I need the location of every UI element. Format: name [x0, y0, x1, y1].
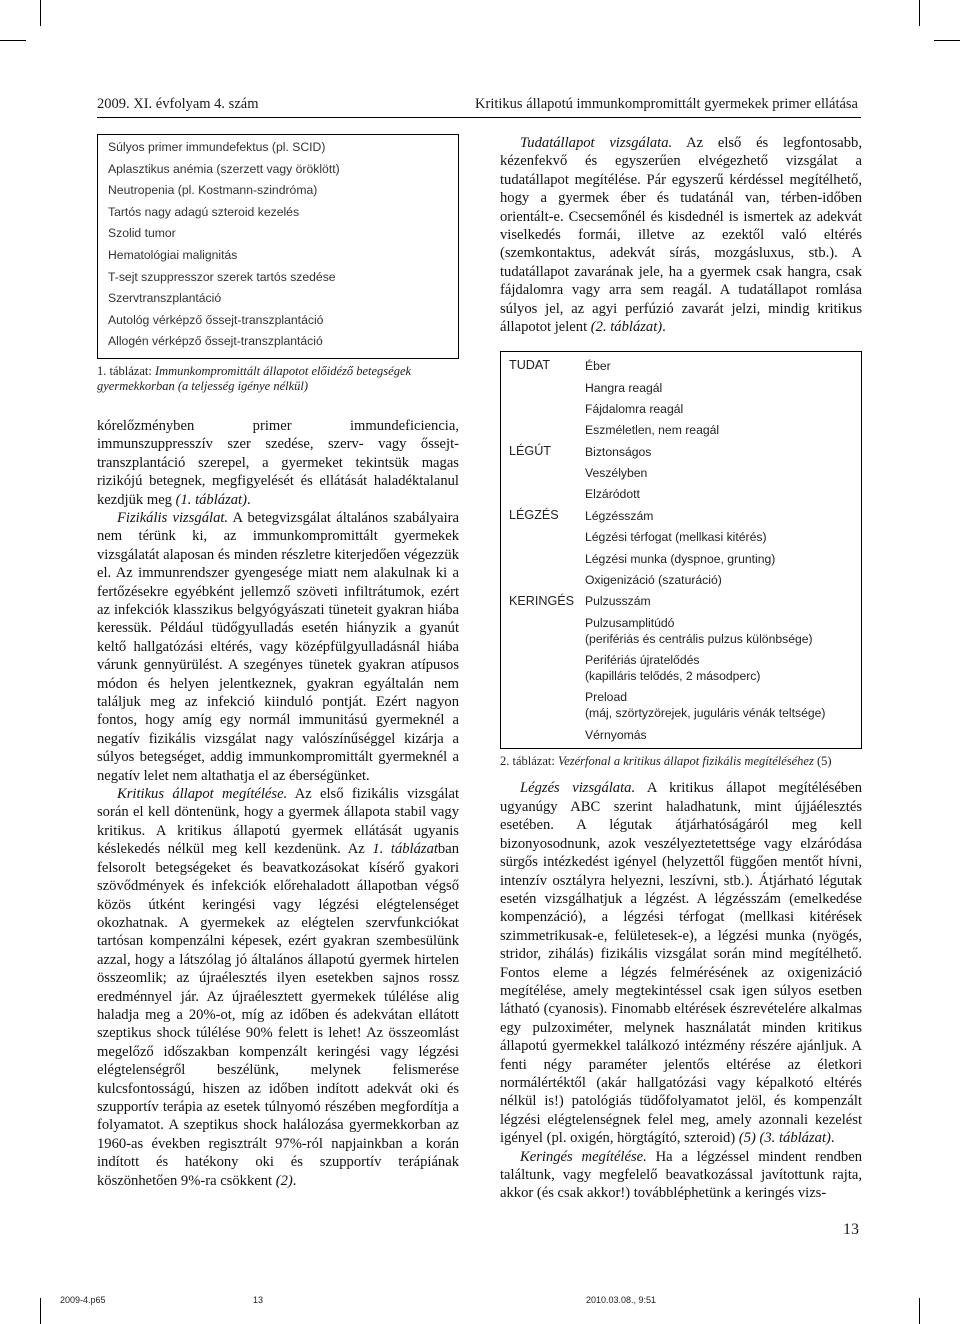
paragraph — [97, 417, 459, 509]
table-1-row: T-sejt szuppresszor szerek tartós szedése — [108, 269, 336, 284]
table-2-item: Fájdalomra reagál — [585, 401, 684, 416]
section-heading: Fizikális vizsgálat. — [117, 509, 229, 526]
running-header-left: 2009. XI. évfolyam 4. szám — [97, 96, 259, 112]
paragraph — [97, 785, 459, 1190]
table-ref: 1. táblázat — [372, 841, 438, 858]
table-2-item: Légzési munka (dyspnoe, grunting) — [585, 551, 776, 566]
table-2-items — [585, 591, 861, 746]
caption-text: Immunkompromittált állapotot előidéző betegségek gyermekkorban (a teljesség igénye nélkül) — [97, 363, 412, 393]
table-1-caption — [97, 364, 459, 394]
crop-mark-top-left-h — [0, 40, 26, 41]
table-2-items — [585, 505, 861, 591]
table-2-category: LÉGÚT — [509, 443, 551, 458]
table-2-group — [501, 591, 861, 746]
table-1-row: Hematológiai malignitás — [108, 247, 238, 262]
table-2-item: Hangra reagál — [585, 380, 663, 395]
paragraph — [97, 509, 459, 785]
table-2-item: Preload (máj, szörtyzörejek, juguláris vénák teltsége) — [585, 690, 826, 721]
table-2-item: Biztonságos — [585, 444, 652, 459]
caption-text: Vezérfonal a kritikus állapot fizikális megítéléséhez — [557, 754, 814, 769]
table-2-item: Vérnyomás — [585, 727, 647, 742]
table-ref: (1. táblázat) — [175, 491, 247, 508]
table-2-category: TUDAT — [509, 358, 551, 373]
footer-page: 13 — [253, 1295, 264, 1305]
table-2-category: LÉGZÉS — [509, 508, 559, 523]
table-2-caption — [500, 754, 862, 769]
text: kórelőzményben primer immundeficiencia, immunszuppresszív szer szedése, szerv- vagy őssejt-transzplantáció szerepel, a gyermeket tekintsük magas rizikójú betegnek, megfigyelését és ellátását haladéktalanul kezdjük meg — [97, 417, 459, 508]
crop-mark-top-right-h — [934, 40, 960, 41]
section-heading: Légzés vizsgálata. — [520, 780, 636, 797]
table-2-items — [585, 355, 861, 441]
section-heading: Keringés megítélése. — [520, 1148, 647, 1165]
right-body-text-bottom — [500, 779, 862, 1202]
text: Az első fizikális vizsgálat során el kell döntenünk, hogy a gyermek állapota stabil vagy kritikus. A kritikus állapotú gyermek ellátását ugyanis késlekedés nélkül meg kell kezdenünk. Az — [97, 786, 459, 858]
text: A betegvizsgálat általános szabályaira nem térünk ki, az immunkompromittált gyermekek vizsgálatát alaposan és minden részletre kiterjedően végezzük el. Az immunrendszer gyengesége miatt nem alakulnak ki a fertőzésekre egyébként jellemző szöveti infiltrátumok, ezért az infekciók klasszikus belgyógyászati tüneteit gyakran hiába keressük. Például tüdőgyulladás esetén hiányzik a gyanút keltő hallgatózási eltérés, vagy középfülgyulladásnál hiába várunk gennyürülést. A szegényes tünetek gyakran atípusos módon és helyen jelentkeznek, gyakran egyáltalán nem találjuk meg az infekció kiinduló pontját. Ezért nagyon fontos, hogy amíg egy normál immunitású gyermeknél a negatív fizikális vizsgálat nagy valószínűséggel kizárja a súlyos betegséget, addig immunkompromittált gyermeknél a negatív lelet nem altathatja el az éberségünket. — [97, 509, 459, 784]
table-1-row: Aplasztikus anémia (szerzett vagy öröklött) — [108, 161, 340, 176]
table-2-item: Elzáródott — [585, 487, 640, 502]
section-heading: Tudatállapot vizsgálata. — [520, 135, 673, 151]
left-column — [97, 134, 459, 1190]
table-2-item: Eszméletlen, nem reagál — [585, 423, 720, 438]
text: Az első és legfontosabb, kézenfekvő és egyszerűen elvégezhető vizsgálat a tudatállapot megítélése. Pár egyszerű kérdéssel megítélhető, hogy a gyermek éber és tudatánál van, térben-időben orientált-e. Csecsemőnél és kisdednél is ismertek az adekvát viselkedés formái, illetve az ezektől való eltérés (szemkontaktus, adekvát sírás, mozgásluxus, stb.). A tudatállapot zavarának jele, ha a gyermek csak hangra, csak fájdalomra vagy arra sem reagál. A tudatállapot romlása súlyos jel, az agyi perfúzió zavarát jelzi, mindig kritikus állapotot jelent — [500, 135, 862, 336]
page-number: 13 — [843, 1221, 859, 1238]
crop-mark-bottom-right-v — [919, 1298, 920, 1324]
table-1 — [97, 134, 459, 359]
table-2-item: Légzési térfogat (mellkasi kitérés) — [585, 530, 767, 545]
table-2-group — [501, 441, 861, 505]
table-1-row: Súlyos primer immundefektus (pl. SCID) — [108, 140, 326, 154]
section-heading: Kritikus állapot megítélése. — [117, 786, 288, 803]
table-2-group — [501, 355, 861, 441]
table-1-row: Szolid tumor — [108, 226, 176, 241]
caption-prefix: 2. táblázat: — [500, 754, 558, 769]
header-rule — [97, 117, 861, 118]
text: A kritikus állapot megítélésében ugyanúgy ABC szerint haladhatunk, mint újjáélesztés esetében. A légutak átjárhatóságáról meg kell bizonyosodnunk, azok veszélyeztetettsége vagy elzáródása sürgős intézkedést igényel (helyzettől függően mentőt hívni, intenzív osztályra helyezni, leszívni, stb.). Átjárható légutak esetén vizsgálhatjuk a légzést. A légzésszám (emelkedése kompenzáció), a légzési térfogat (mellkasi kitérések szimmetrikusak-e, felületesek-e), a légzési munka (nyögés, stridor, zihálás) fizikális vizsgálat során mind megítélhető. Fontos eleme a légzés felmérésének az oxigenizáció megítélése, amely megtekintéssel csak igen súlyos esetben látható (cyanosis). Finomabb eltérések észrevételére alkalmas egy pulzoximéter, melynek használatát minden kritikus állapotú gyermekkel találkozó intézmény részére ajánljuk. A fenti négy paraméter jelentős eltérése az életkori normálértéktől (akár hallgatózási vagy képalkotó eltérés nélkül is!) patológiás tüdőfolyamatot jelöl, és kompenzált légzési elégtelenségnek felel meg, amely azonnali kezelést igényel (pl. oxigén, hörgtágító, szteroid) — [500, 780, 862, 1147]
text: . — [662, 319, 666, 336]
caption-prefix: 1. táblázat: — [97, 363, 155, 378]
footer-date: 2010.03.08., 9:51 — [586, 1295, 657, 1305]
text: Ha a légzéssel mindent rendben találtunk, vagy megfelelő beavatkozással javítottunk rajta, akkor (és csak akkor!) továbbléphetünk a keringés vizs- — [500, 1148, 862, 1202]
table-1-row: Tartós nagy adagú szteroid kezelés — [108, 204, 300, 219]
paragraph — [500, 134, 862, 336]
text: ban felsorolt betegségeket és beavatkozásokat kísérő gyakori szövődmények és infekciók előrehaladott állapotban végső közös útként keringési vagy légzési elégtelenséget okozhatnak. A gyermekek az elégtelen szervfunkciókat tartósan kompenzálni képesek, ezért gyakran szembesülünk azzal, hogy a látszólag jó általános állapotú gyermek hirtelen összeomlik; az újraélesztés ilyen esetekben sajnos rossz eredménnyel jár. Az újraélesztett gyermekek túlélése alig haladja meg a 20%-ot, míg az időben és adekvátan ellátott szeptikus shock túlélése 90% felett is lehet! Az összeomlást megelőző időszakban kompenzált keringési vagy légzési elégtelenségről beszélünk, melynek felismerése kulcsfontosságú, hiszen az időben indított adekvát oki és szupportív terápia az esetek túlnyomó részében megfordítja a folyamatot. A szeptikus shock halálozása gyermekkorban az 1960-as években regisztrált 97%-ról napjainkban a korán indított és hatékony oki és szupportív terápiának köszönhetően 9%-ra csökkent — [97, 841, 459, 1189]
crop-mark-bottom-left-v — [40, 1298, 41, 1324]
table-1-row: Allogén vérképző őssejt-transzplantáció — [108, 334, 323, 349]
table-2-item: Pulzusszám — [585, 594, 651, 609]
left-body-text — [97, 417, 459, 1190]
crop-mark-top-right-v — [919, 0, 920, 26]
running-header-right: Kritikus állapotú immunkompromittált gyermekek primer ellátása — [475, 96, 858, 112]
table-1-row: Autológ vérképző őssejt-transzplantáció — [108, 312, 324, 327]
table-2-item: Perifériás újratelődés (kapilláris telődés, 2 másodperc) — [585, 653, 761, 684]
table-2-items — [585, 441, 861, 505]
citation-ref: (2) — [275, 1172, 293, 1189]
citation-ref: (5) (3. táblázat) — [738, 1130, 831, 1147]
table-1-row: Szervtranszplantáció — [108, 291, 222, 306]
text: . — [246, 491, 251, 508]
table-2-category: KERINGÉS — [509, 593, 575, 608]
table-2-group — [501, 505, 861, 591]
citation-ref: (5) — [813, 754, 832, 769]
table-2 — [500, 351, 862, 749]
right-body-text-top — [500, 134, 862, 336]
right-column — [500, 134, 862, 1203]
table-2-item: Légzésszám — [585, 508, 654, 523]
table-2-item: Veszélyben — [585, 466, 648, 481]
paragraph — [500, 1148, 862, 1203]
paragraph — [500, 779, 862, 1147]
crop-mark-top-left-v — [40, 0, 41, 26]
table-1-row: Neutropenia (pl. Kostmann-szindróma) — [108, 183, 318, 198]
footer-file: 2009-4.p65 — [60, 1295, 106, 1305]
text: . — [292, 1172, 297, 1189]
text: . — [830, 1130, 835, 1147]
table-2-item: Éber — [585, 359, 611, 374]
table-2-item: Pulzusamplitúdó (perifériás és centrális pulzus különbsége) — [585, 615, 813, 646]
table-ref: (2. táblázat) — [590, 319, 663, 336]
table-2-item: Oxigenizáció (szaturáció) — [585, 572, 722, 587]
